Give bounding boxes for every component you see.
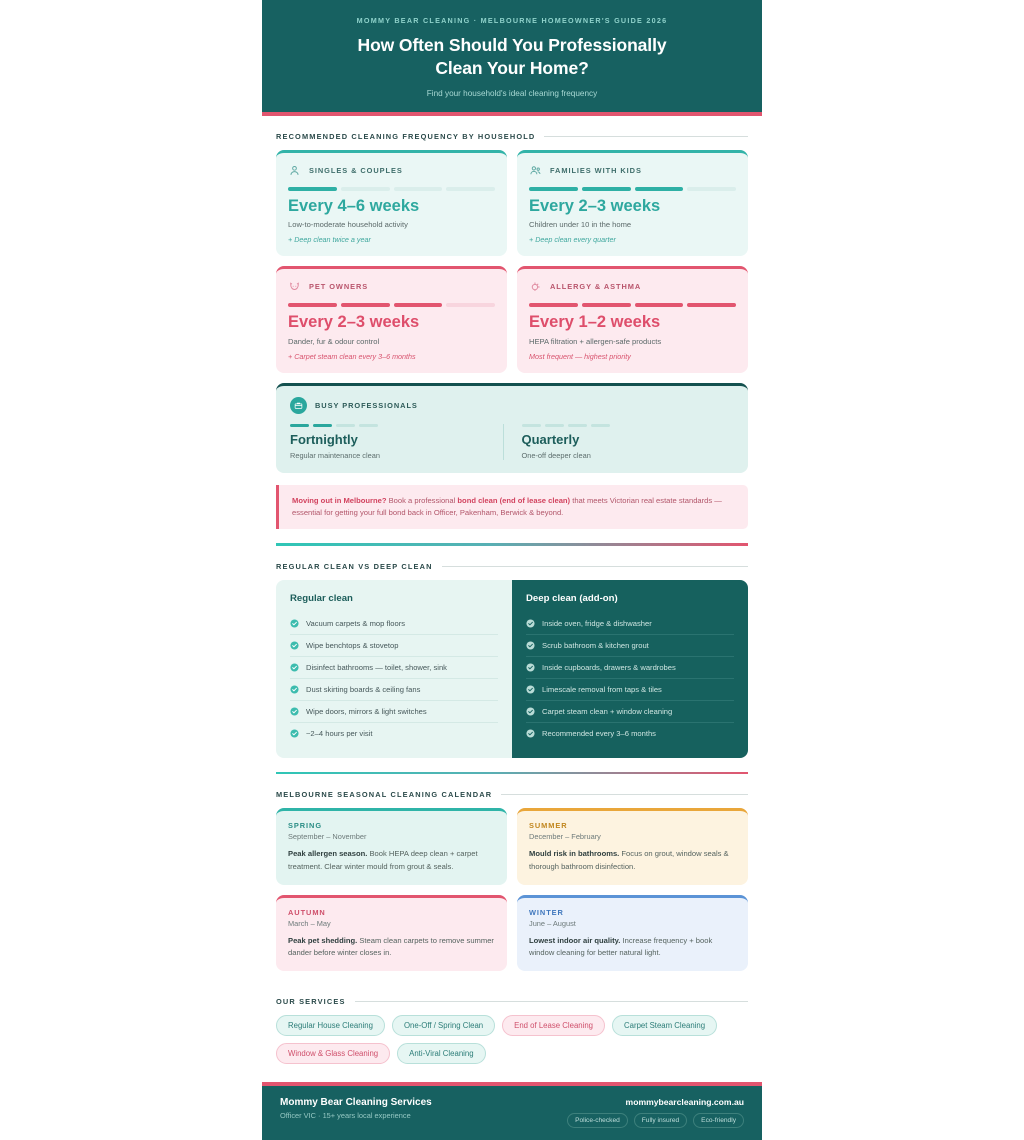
meter-segment — [341, 187, 390, 191]
check-icon — [526, 663, 535, 672]
household-row-2 — [276, 266, 748, 372]
card-description: Dander, fur & odour control — [288, 336, 380, 346]
bond-clean-callout — [276, 485, 748, 530]
callout-emphasis: bond clean (end of lease clean) — [457, 495, 571, 505]
frequency-value: Every 4–6 weeks — [288, 196, 420, 215]
footer-badge-police-checked: Police-checked — [567, 1113, 628, 1128]
card-header — [288, 280, 495, 293]
season-highlight: Peak pet shedding. — [288, 935, 358, 945]
footer-contact — [567, 1097, 744, 1128]
check-icon — [526, 685, 535, 694]
card-header — [288, 164, 495, 177]
meter-segment — [336, 424, 355, 428]
meter-segment — [394, 187, 443, 191]
season-highlight: Mould risk in bathrooms. — [529, 849, 620, 859]
meter-segment — [568, 424, 587, 428]
panel-title: Deep clean (add-on) — [526, 592, 618, 604]
meter-segment — [582, 187, 631, 191]
season-name: WINTER — [529, 907, 564, 917]
infographic-sheet — [262, 0, 762, 1140]
check-icon — [526, 619, 535, 628]
service-chip-one-off-spring-clean[interactable]: One-Off / Spring Clean — [392, 1015, 495, 1036]
household-card-allergy — [517, 266, 748, 372]
service-chip-anti-viral-cleaning[interactable]: Anti-Viral Cleaning — [397, 1043, 485, 1064]
card-note: + Carpet steam clean every 3–6 months — [288, 351, 416, 361]
check-icon — [290, 707, 299, 716]
frequency-meter — [529, 303, 736, 307]
household-row-1 — [276, 150, 748, 256]
list-item — [526, 635, 734, 657]
frequency-meter — [288, 303, 495, 307]
list-item — [526, 657, 734, 679]
check-icon — [526, 729, 535, 738]
busy-columns — [290, 424, 734, 460]
meter-segment — [288, 187, 337, 191]
season-name: SUMMER — [529, 821, 568, 831]
headline-line-2: Clean Your Home? — [435, 58, 589, 79]
header — [262, 0, 762, 116]
season-name: AUTUMN — [288, 907, 326, 917]
season-highlight: Peak allergen season. — [288, 849, 368, 859]
card-description: HEPA filtration + allergen-safe products — [529, 336, 662, 346]
household-card-singles — [276, 150, 507, 256]
busy-column-primary — [290, 424, 503, 460]
frequency-meter — [529, 187, 736, 191]
service-chip-list — [276, 1015, 748, 1068]
meter-segment — [591, 424, 610, 428]
check-icon — [290, 685, 299, 694]
label-rule — [501, 794, 748, 795]
callout-mid-before: Book a professional — [386, 495, 458, 505]
meter-segment — [313, 424, 332, 428]
list-item — [526, 723, 734, 744]
callout-lead: Moving out in Melbourne? — [292, 495, 387, 505]
check-icon — [526, 707, 535, 716]
section-label-text: REGULAR CLEAN VS DEEP CLEAN — [276, 561, 433, 571]
frequency-description: One-off deeper clean — [521, 450, 591, 460]
panel-deep-clean — [512, 580, 748, 758]
meter-segment — [635, 187, 684, 191]
meter-segment — [341, 303, 390, 307]
footer-badge-fully-insured: Fully insured — [634, 1113, 687, 1128]
callout-mid-after: that meets Victorian real estate standards — essential for getting your full bond back in Officer, Pakenham, Berwick & beyond. — [292, 495, 722, 518]
list-item — [290, 635, 498, 657]
service-chip-window-glass-cleaning[interactable]: Window & Glass Cleaning — [276, 1043, 390, 1064]
frequency-value: Quarterly — [521, 432, 580, 448]
list-item-label: Dust skirting boards & ceiling fans — [306, 684, 421, 694]
frequency-value: Every 2–3 weeks — [529, 196, 661, 215]
list-item — [526, 701, 734, 723]
card-description: Children under 10 in the home — [529, 220, 632, 230]
busy-column-secondary — [503, 424, 735, 460]
check-icon — [526, 641, 535, 650]
meter-segment — [545, 424, 564, 428]
season-text — [529, 848, 736, 872]
season-body: Increase frequency + book window cleaning for better natural light. — [529, 935, 713, 957]
footer — [262, 1082, 762, 1140]
body-content — [262, 116, 762, 1068]
card-header — [290, 397, 734, 414]
section-label-text: MELBOURNE SEASONAL CLEANING CALENDAR — [276, 790, 493, 800]
section-label-text: RECOMMENDED CLEANING FREQUENCY BY HOUSEHOLD — [276, 132, 536, 142]
briefcase-icon-badge — [290, 397, 307, 414]
list-item-label: Vacuum carpets & mop floors — [306, 618, 406, 628]
card-title: BUSY PROFESSIONALS — [315, 400, 418, 410]
section-label-seasonal — [276, 774, 748, 808]
meter-segment — [446, 303, 495, 307]
label-rule — [442, 566, 748, 567]
season-highlight: Lowest indoor air quality. — [529, 935, 621, 945]
panel-regular-clean — [276, 580, 512, 758]
footer-badge-eco-friendly: Eco-friendly — [693, 1113, 744, 1128]
allergen-icon — [529, 280, 542, 293]
meter-segment — [529, 187, 578, 191]
footer-company-name: Mommy Bear Cleaning Services — [280, 1097, 432, 1109]
season-text — [288, 935, 495, 959]
footer-brand — [280, 1097, 432, 1120]
list-item-label: Wipe doors, mirrors & light switches — [306, 706, 427, 716]
season-row-1 — [276, 808, 748, 884]
section-label-text: OUR SERVICES — [276, 997, 346, 1007]
footer-website[interactable]: mommybearcleaning.com.au — [625, 1097, 744, 1108]
list-item — [526, 679, 734, 701]
list-item — [290, 613, 498, 635]
list-item-label: Scrub bathroom & kitchen grout — [542, 640, 649, 650]
frequency-meter — [522, 424, 610, 428]
meter-segment — [687, 187, 736, 191]
meter-segment — [522, 424, 541, 428]
season-body: Focus on grout, window seals & thorough bathroom disinfection. — [529, 849, 729, 871]
season-card-summer — [517, 808, 748, 884]
compare-panels — [276, 580, 748, 758]
season-text — [288, 848, 495, 872]
section-label-compare — [276, 546, 748, 580]
card-title: SINGLES & COUPLES — [309, 166, 403, 176]
list-item-label: ~2–4 hours per visit — [306, 728, 373, 738]
season-card-autumn — [276, 895, 507, 971]
header-eyebrow: MOMMY BEAR CLEANING · MELBOURNE HOMEOWNER'S GUIDE 2026 — [356, 16, 668, 25]
check-icon — [290, 641, 299, 650]
family-icon — [529, 164, 542, 177]
frequency-meter — [288, 187, 495, 191]
paw-icon — [288, 280, 301, 293]
meter-segment — [290, 424, 309, 428]
service-chip-regular-house-cleaning[interactable]: Regular House Cleaning — [276, 1015, 385, 1036]
check-icon — [290, 619, 299, 628]
service-chip-end-of-lease-cleaning[interactable]: End of Lease Cleaning — [502, 1015, 605, 1036]
season-months: June – August — [529, 918, 576, 928]
page-title — [290, 34, 734, 80]
card-note: + Deep clean twice a year — [288, 235, 371, 245]
briefcase-icon — [294, 401, 303, 410]
season-name: SPRING — [288, 821, 323, 831]
card-description: Low-to-moderate household activity — [288, 220, 408, 230]
meter-segment — [635, 303, 684, 307]
list-item-label: Inside cupboards, drawers & wardrobes — [542, 662, 676, 672]
season-body: Book HEPA deep clean + carpet treatment. Clear winter mould from grout & seals. — [288, 849, 478, 871]
season-card-winter — [517, 895, 748, 971]
season-months: March – May — [288, 918, 331, 928]
list-item — [290, 723, 498, 744]
list-item-label: Inside oven, fridge & dishwasher — [542, 618, 652, 628]
household-card-busy-professionals — [276, 383, 748, 473]
card-header — [529, 280, 736, 293]
season-months: September – November — [288, 832, 367, 842]
check-icon — [290, 663, 299, 672]
frequency-value: Every 1–2 weeks — [529, 312, 661, 331]
check-icon — [290, 729, 299, 738]
frequency-meter — [290, 424, 378, 428]
person-icon — [288, 164, 301, 177]
list-item-label: Wipe benchtops & stovetop — [306, 640, 399, 650]
meter-segment — [359, 424, 378, 428]
card-title: ALLERGY & ASTHMA — [550, 282, 642, 292]
headline-line-1: How Often Should You Professionally — [357, 35, 667, 55]
list-item-label: Limescale removal from taps & tiles — [542, 684, 662, 694]
season-months: December – February — [529, 832, 601, 842]
header-subtitle: Find your household's ideal cleaning frequency — [426, 89, 598, 99]
list-item — [290, 657, 498, 679]
frequency-value: Fortnightly — [290, 432, 358, 448]
meter-segment — [394, 303, 443, 307]
list-item-label: Disinfect bathrooms — toilet, shower, sink — [306, 662, 447, 672]
section-label-services — [276, 981, 748, 1015]
card-title: PET OWNERS — [309, 282, 369, 292]
meter-segment — [529, 303, 578, 307]
list-item-label: Carpet steam clean + window cleaning — [542, 706, 673, 716]
label-rule — [355, 1001, 748, 1002]
list-item — [526, 613, 734, 635]
footer-badge-list — [567, 1113, 744, 1128]
meter-segment — [288, 303, 337, 307]
card-note: Most frequent — highest priority — [529, 351, 631, 361]
season-card-spring — [276, 808, 507, 884]
meter-segment — [582, 303, 631, 307]
section-label-households — [276, 116, 748, 150]
footer-tagline: Officer VIC · 15+ years local experience — [280, 1111, 411, 1121]
list-item-label: Recommended every 3–6 months — [542, 728, 656, 738]
frequency-description: Regular maintenance clean — [290, 450, 380, 460]
panel-title: Regular clean — [290, 592, 353, 604]
list-item — [290, 701, 498, 723]
season-body: Steam clean carpets to remove summer dander before winter closes in. — [288, 935, 494, 957]
service-chip-carpet-steam-cleaning[interactable]: Carpet Steam Cleaning — [612, 1015, 717, 1036]
list-item — [290, 679, 498, 701]
meter-segment — [687, 303, 736, 307]
household-card-families — [517, 150, 748, 256]
frequency-value: Every 2–3 weeks — [288, 312, 420, 331]
season-row-2 — [276, 895, 748, 971]
season-text — [529, 935, 736, 959]
household-card-pets — [276, 266, 507, 372]
card-header — [529, 164, 736, 177]
meter-segment — [446, 187, 495, 191]
card-title: FAMILIES WITH KIDS — [550, 166, 642, 176]
label-rule — [544, 136, 748, 137]
card-note: + Deep clean every quarter — [529, 235, 616, 245]
